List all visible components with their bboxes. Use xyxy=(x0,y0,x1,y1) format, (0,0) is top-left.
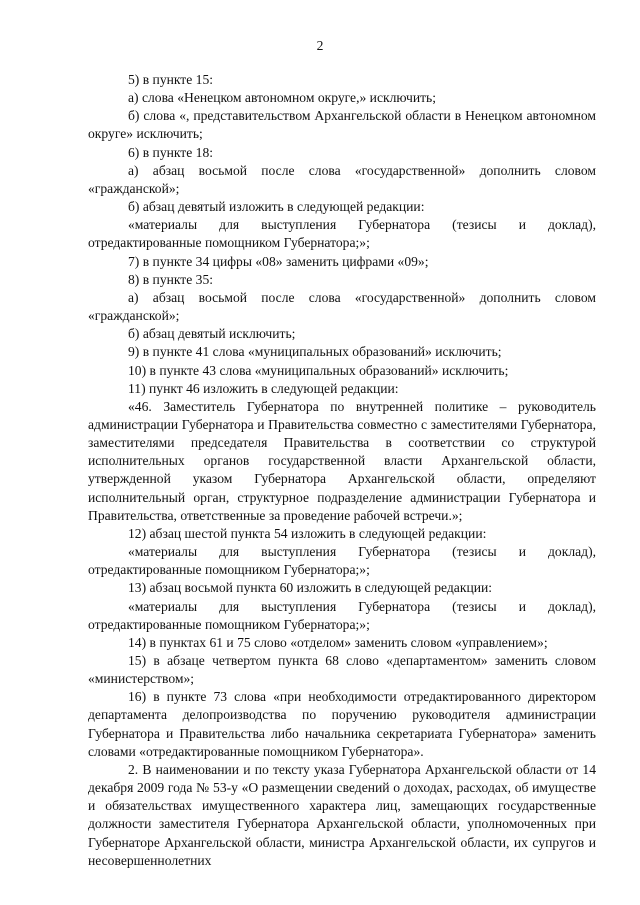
paragraph: 9) в пункте 41 слова «муниципальных образований» исключить; xyxy=(128,344,502,360)
paragraph: 2. В наименовании и по тексту указа Губернатора Архангельской области от 14 декабря 2009 года № 53-у «О размещении сведений о доходах, расходах, об имуществе и обязательствах имущественного характера лиц, замещающих государственные должности заместителя Губернатора Архангельской области, уполномоченных при Губернаторе Архангельской области, министра Архангельской области, их супругов и несовершеннолетних xyxy=(88,761,596,868)
paragraph: б) абзац девятый изложить в следующей редакции: xyxy=(128,199,425,215)
paragraph: б) абзац девятый исключить; xyxy=(128,326,296,342)
document-body xyxy=(88,71,596,870)
paragraph: 8) в пункте 35: xyxy=(128,271,214,287)
paragraph: 11) пункт 46 изложить в следующей редакции: xyxy=(128,380,399,396)
page-number: 2 xyxy=(316,38,324,53)
paragraph: 7) в пункте 34 цифры «08» заменить цифрами «09»; xyxy=(128,253,429,269)
paragraph: 15) в абзаце четвертом пункта 68 слово «департаментом» заменить словом «министерством»; xyxy=(88,653,596,687)
paragraph: 16) в пункте 73 слова «при необходимости отредактированного директором департамента делопроизводства по поручению руководителя администрации Губернатора и Правительства либо начальника секретариата Губернатора» заменить словами «отредактированные помощником Губернатора». xyxy=(88,689,596,759)
paragraph: а) абзац восьмой после слова «государственной» дополнить словом «гражданской»; xyxy=(88,162,596,196)
paragraph: 5) в пункте 15: xyxy=(128,72,214,87)
paragraph: б) слова «, представительством Архангельской области в Ненецком автономном округе» исключить; xyxy=(88,108,596,142)
paragraph: «46. Заместитель Губернатора по внутренней политике – руководитель администрации Губернатора и Правительства совместно с заместителями Губернатора, заместителями председателя Правительства в соответствии со структурой исполнительных органов государственной власти Архангельской области, утвержденной указом Губернатора Архангельской области, определяют исполнительный орган, структурное подразделение администрации Губернатора и Правительства, ответственные за проведение рабочей встречи.»; xyxy=(88,398,596,523)
paragraph: а) абзац восьмой после слова «государственной» дополнить словом «гражданской»; xyxy=(88,289,596,324)
paragraph: 10) в пункте 43 слова «муниципальных образований» исключить; xyxy=(128,362,509,378)
paragraph: «материалы для выступления Губернатора (тезисы и доклад), отредактированные помощником Губернатора;»; xyxy=(88,217,596,251)
paragraph: 12) абзац шестой пункта 54 изложить в следующей редакции: xyxy=(128,525,487,541)
paragraph: а) слова «Ненецком автономном округе,» исключить; xyxy=(128,90,437,106)
paragraph: 13) абзац восьмой пункта 60 изложить в следующей редакции: xyxy=(128,580,493,596)
paragraph: «материалы для выступления Губернатора (тезисы и доклад), отредактированные помощником Губернатора;»; xyxy=(88,598,596,632)
paragraph: 6) в пункте 18: xyxy=(128,144,214,160)
paragraph: 14) в пунктах 61 и 75 слово «отделом» заменить словом «управлением»; xyxy=(128,634,548,650)
paragraph: «материалы для выступления Губернатора (тезисы и доклад), отредактированные помощником Губернатора;»; xyxy=(88,544,596,578)
